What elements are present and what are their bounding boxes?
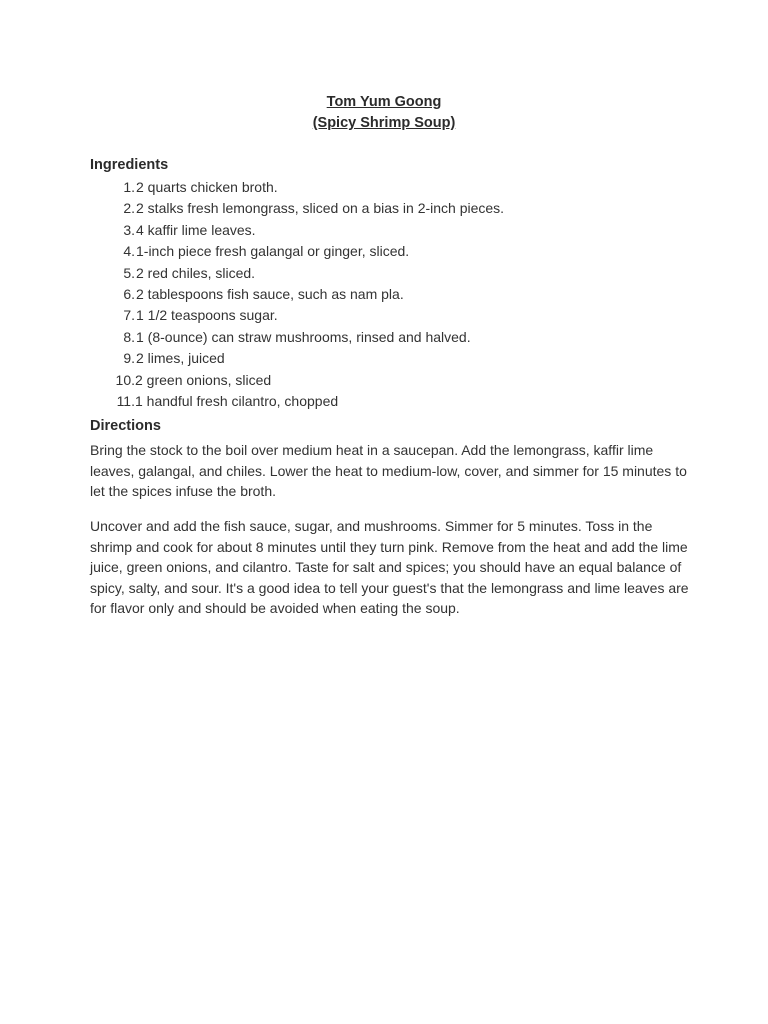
directions-heading: Directions	[90, 418, 161, 434]
ingredient-text: 2 stalks fresh lemongrass, sliced on a bias in 2-inch pieces.	[136, 200, 505, 217]
ingredient-number: 1.	[123, 179, 135, 195]
ingredient-item	[90, 327, 690, 348]
recipe-title-block	[0, 92, 768, 134]
ingredient-number: 7.	[123, 307, 135, 324]
ingredient-number: 9.	[123, 350, 135, 367]
ingredient-item	[90, 305, 690, 326]
ingredient-number: 11.	[116, 392, 135, 409]
ingredient-number: 5.	[123, 264, 135, 281]
ingredient-item	[90, 241, 690, 262]
ingredient-text: 2 green onions, sliced	[135, 371, 272, 388]
ingredient-text: 1 1/2 teaspoons sugar.	[136, 307, 278, 324]
ingredient-text: 2 limes, juiced	[136, 350, 225, 367]
ingredient-text: 2 quarts chicken broth.	[136, 179, 278, 195]
recipe-title: Tom Yum Goong	[326, 94, 442, 110]
ingredient-item	[90, 348, 690, 369]
ingredient-item	[90, 220, 690, 241]
directions-paragraph: Bring the stock to the boil over medium heat in a saucepan. Add the lemongrass, kaffir lime leaves, galangal, and chiles. Lower the heat to medium-low, cover, and simmer for 15 minutes to let the spices infuse the broth.	[90, 442, 687, 500]
ingredient-text: 2 tablespoons fish sauce, such as nam pla.	[136, 285, 404, 302]
ingredient-text: 1-inch piece fresh galangal or ginger, sliced.	[136, 243, 410, 260]
directions-paragraph: Uncover and add the fish sauce, sugar, and mushrooms. Simmer for 5 minutes. Toss in the shrimp and cook for about 8 minutes until they turn pink. Remove from the heat and add the lime juice, green onions, and cilantro. Taste for salt and spices; you should have an equal balance of spicy, salty, and sour. It's a good idea to tell your guest's that the lemongrass and lime leaves are for flavor only and should be avoided when eating the soup.	[90, 518, 689, 617]
ingredient-number: 3.	[123, 221, 135, 238]
ingredient-item	[90, 391, 690, 412]
ingredient-item	[90, 177, 690, 198]
ingredients-heading: Ingredients	[90, 157, 169, 173]
ingredient-item	[90, 198, 690, 219]
ingredient-item	[90, 284, 690, 305]
ingredient-number: 4.	[123, 243, 135, 260]
ingredient-text: 2 red chiles, sliced.	[136, 264, 256, 281]
recipe-subtitle: (Spicy Shrimp Soup)	[312, 115, 456, 131]
ingredient-number: 10.	[115, 371, 135, 388]
ingredient-list	[90, 177, 690, 412]
ingredient-text: 4 kaffir lime leaves.	[136, 221, 256, 238]
ingredient-number: 6.	[123, 285, 135, 302]
ingredient-item	[90, 370, 690, 391]
ingredient-text: 1 (8-ounce) can straw mushrooms, rinsed and halved.	[136, 328, 471, 345]
ingredient-text: 1 handful fresh cilantro, chopped	[135, 392, 339, 409]
ingredient-item	[90, 263, 690, 284]
ingredient-number: 8.	[123, 328, 135, 345]
ingredient-number: 2.	[123, 200, 135, 217]
